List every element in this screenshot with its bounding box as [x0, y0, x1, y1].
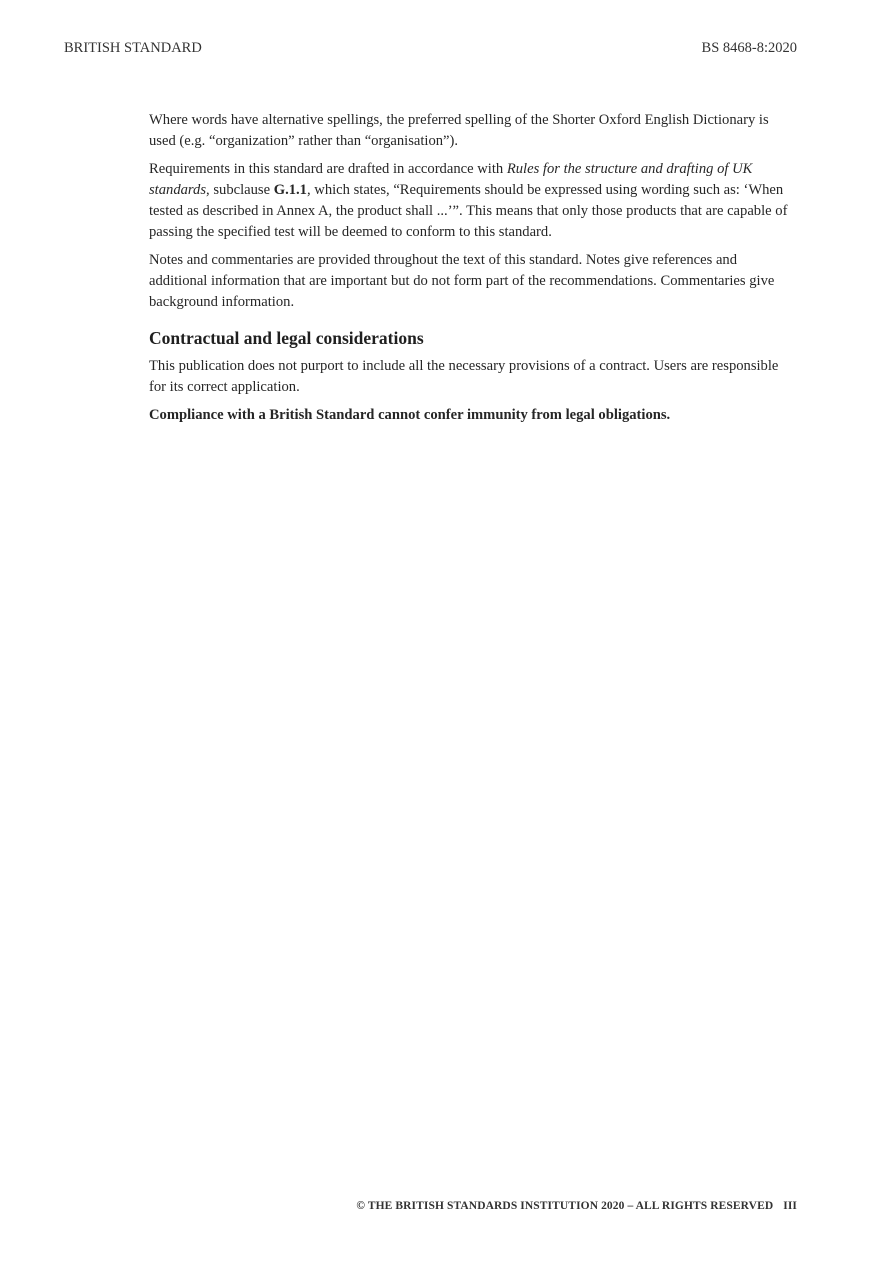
section-heading: Contractual and legal considerations: [149, 328, 424, 348]
compliance-statement: Compliance with a British Standard cannot confer immunity from legal obligations.: [149, 407, 671, 423]
requirements-paragraph: [149, 159, 799, 243]
requirements-text-3: , which states, “Requirements should be expressed using wording such as: ‘When tested as described in Annex A, the product shall ...’”. This means that only those products that are capable of passing the specified test will be deemed to conform to this standard.: [149, 182, 788, 240]
requirements-text-2: , subclause: [206, 182, 274, 198]
header-standard-number: BS 8468-8:2020: [701, 40, 797, 56]
page-body: [149, 110, 799, 433]
subclause-reference: G.1.1: [273, 182, 307, 198]
running-header: [64, 40, 797, 60]
footer-copyright: © THE BRITISH STANDARDS INSTITUTION 2020 – ALL RIGHTS RESERVED: [356, 1200, 774, 1212]
requirements-text-1: Requirements in this standard are drafted in accordance with: [149, 161, 507, 177]
spelling-paragraph: Where words have alternative spellings, the preferred spelling of the Shorter Oxford English Dictionary is used (e.g. “organization” rather than “organisation”).: [149, 112, 769, 149]
page-footer: [356, 1200, 797, 1212]
contract-paragraph: This publication does not purport to include all the necessary provisions of a contract. Users are responsible for its correct application.: [149, 358, 779, 395]
page-number: III: [783, 1200, 797, 1212]
drafting-rules-title: Rules for the structure and drafting of UK standards: [149, 161, 753, 198]
header-standard-label: BRITISH STANDARD: [64, 40, 202, 56]
notes-paragraph: Notes and commentaries are provided throughout the text of this standard. Notes give references and additional information that are important but do not form part of the recommendations. Commentaries give background information.: [149, 252, 775, 310]
